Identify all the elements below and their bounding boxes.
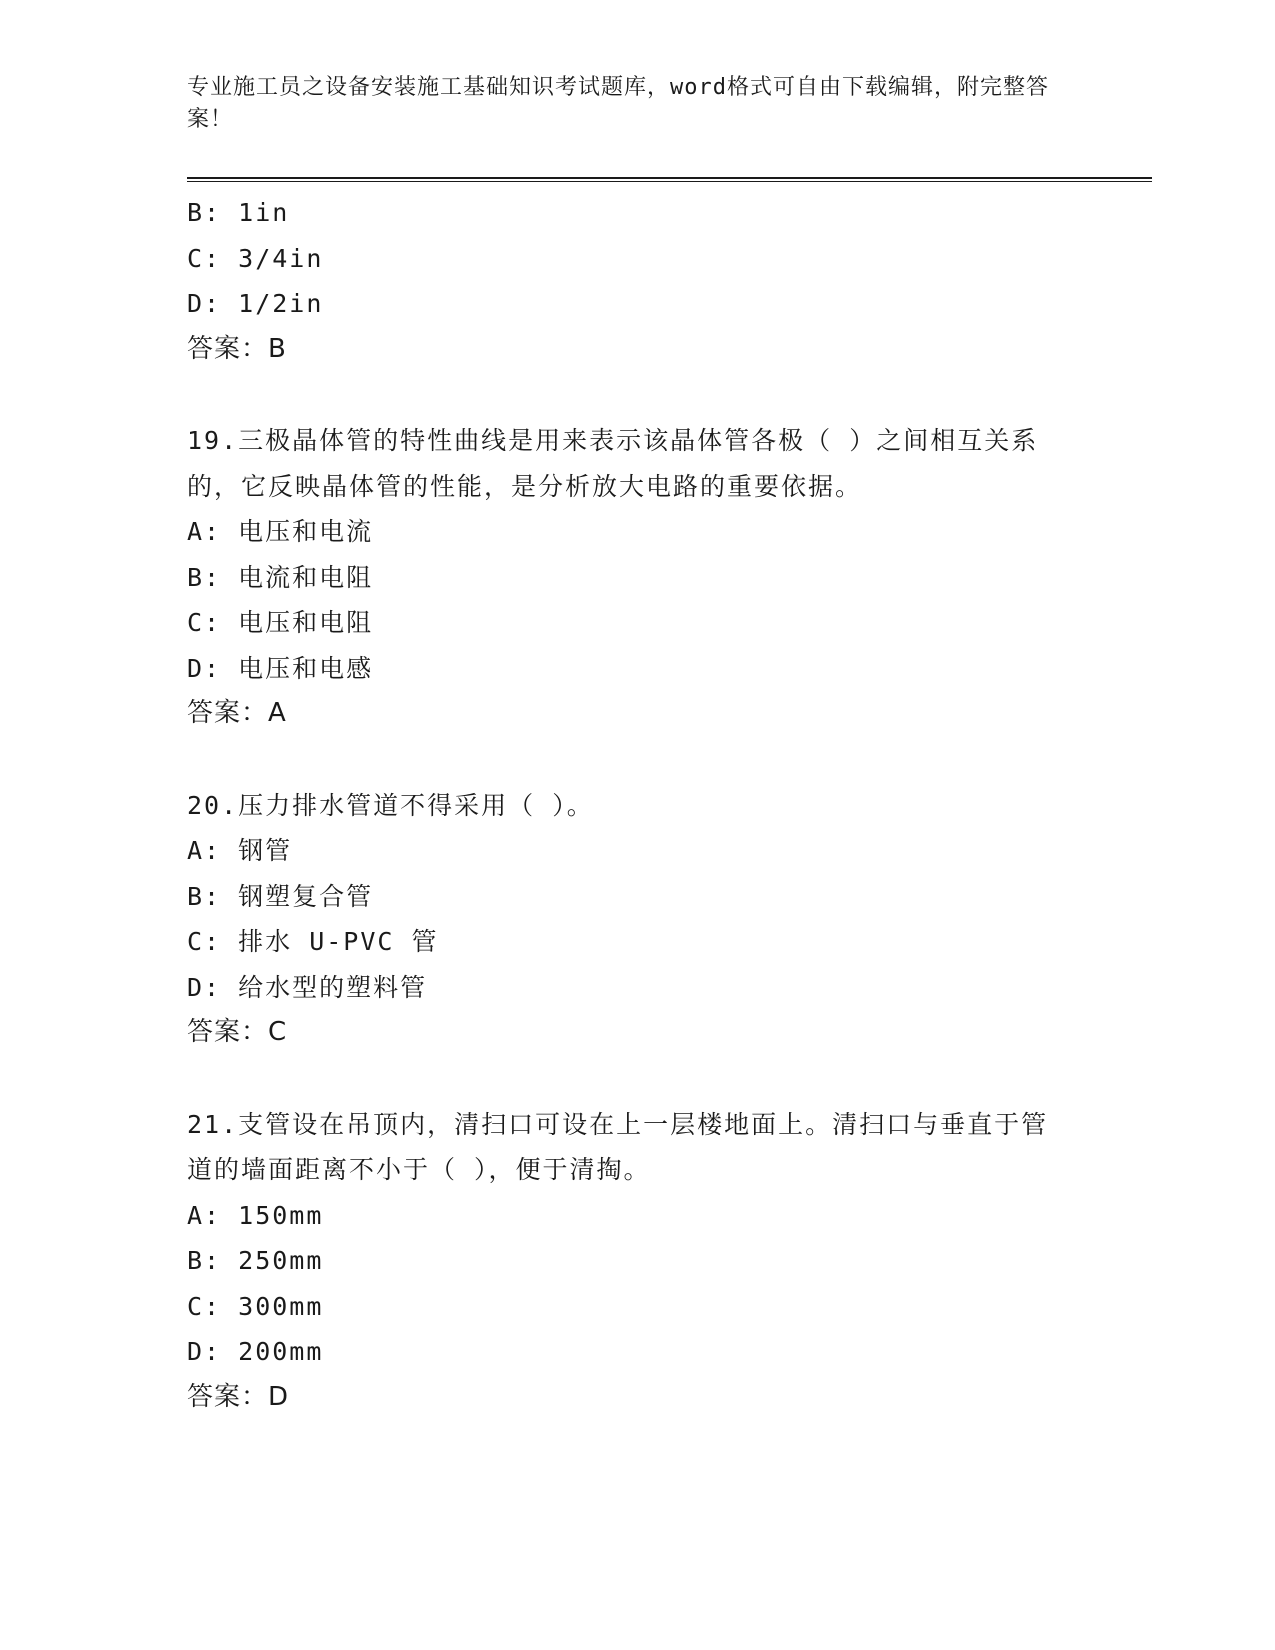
option-c: C: 300mm: [187, 1291, 324, 1321]
question-20: [187, 783, 1087, 1056]
option-d: D: 200mm: [187, 1337, 324, 1366]
option-c: C: 3/4in: [187, 243, 324, 273]
option-c: C: 电压和电阻: [187, 608, 374, 637]
option-b: B: 250mm: [187, 1246, 324, 1275]
answer-label: 答案：D: [187, 1381, 290, 1412]
question-21: [187, 1102, 1087, 1421]
question-stem: 19.三极晶体管的特性曲线是用来表示该晶体管各极（ ）之间相互关系的，它反映晶体管的性能，是分析放大电路的重要依据。: [187, 426, 1039, 501]
spacer: [187, 372, 1087, 418]
option-d: D: 电压和电感: [187, 653, 374, 683]
spacer: [187, 737, 1087, 783]
option-b: B: 电流和电阻: [187, 562, 374, 592]
option-d: D: 给水型的塑料管: [187, 972, 428, 1002]
answer-label: 答案：C: [187, 1017, 288, 1047]
option-d: D: 1/2in: [187, 289, 324, 318]
question-19: [187, 418, 1087, 737]
document-header: 专业施工员之设备安装施工基础知识考试题库，word格式可自由下载编辑，附完整答案！: [187, 75, 1049, 132]
option-a: A: 150mm: [187, 1200, 324, 1230]
spacer: [187, 1056, 1087, 1102]
question-stem: 21.支管设在吊顶内，清扫口可设在上一层楼地面上。清扫口与垂直于管道的墙面距离不小于（ ），便于清掏。: [187, 1109, 1049, 1184]
question-18-continued: [187, 190, 1087, 372]
answer-label: 答案：A: [187, 698, 287, 728]
option-b: B: 钢塑复合管: [187, 881, 374, 911]
option-a: A: 电压和电流: [187, 517, 374, 546]
header-divider: [187, 177, 1152, 182]
option-b: B: 1in: [187, 198, 290, 227]
question-stem: 20.压力排水管道不得采用（ ）。: [187, 790, 594, 820]
answer-label: 答案：B: [187, 333, 287, 364]
option-c: C: 排水 U-PVC 管: [187, 927, 439, 956]
option-a: A: 钢管: [187, 836, 293, 865]
question-list: [187, 190, 1087, 1420]
